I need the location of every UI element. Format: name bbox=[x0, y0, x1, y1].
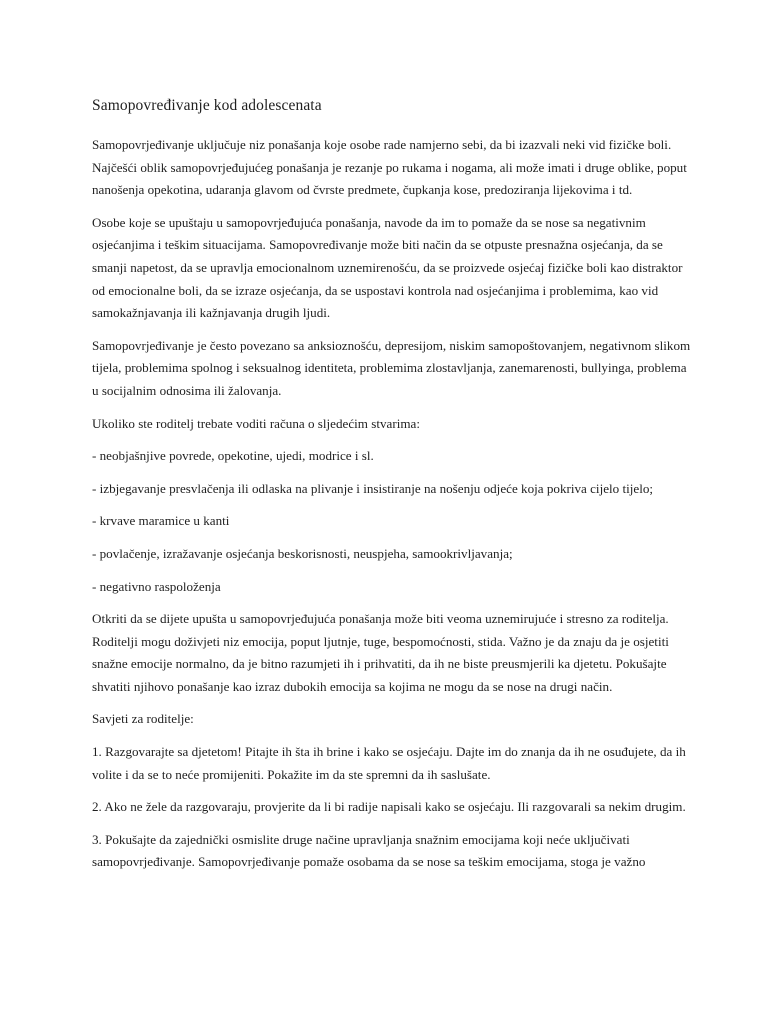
advice-item-1: 1. Razgovarajte sa djetetom! Pitajte ih šta ih brine i kako se osjećaju. Dajte im do znanja da ih ne osuđujete, da ih volite i da se to neće promijeniti. Pokažite im da ste spremni da ih saslušate. bbox=[92, 744, 686, 782]
advice-item-3: 3. Pokušajte da zajednički osmislite druge načine upravljanja snažnim emocijama koji neće uključivati samopovrjeđivanje. Samopovrjeđivanje pomaže osobama da se nose sa teškim emocijama, stoga je važno bbox=[92, 831, 646, 870]
paragraph-discovery: Otkriti da se dijete upušta u samopovrjeđujuća ponašanja može biti veoma uznemirujuće i stresno za roditelja. Roditelji mogu doživjeti niz emocija, poput ljutnje, tuge, bespomoćnosti, stida. Važno je da znaju da je osjetiti snažne emocije normalno, da je bitno razumjeti ih i prihvatiti, da ih ne biste preusmjerili ka djetetu. Pokušajte shvatiti njihovo ponašanje kao izraz dubokih emocija sa kojima ne mogu da se nose na drugi način. bbox=[92, 611, 669, 694]
list-item-injuries: - neobjašnjive povrede, opekotine, ujedi, modrice i sl. bbox=[92, 448, 374, 464]
list-item-avoidance: - izbjegavanje presvlačenja ili odlaska na plivanje i insistiranje na nošenju odjeće koja pokriva cijelo tijelo; bbox=[92, 480, 654, 496]
document-title: Samopovređivanje kod adolescenata bbox=[92, 97, 322, 114]
advice-item-2: 2. Ako ne žele da razgovaraju, provjerite da li bi radije napisali kako se osjećaju. Ili razgovarali sa nekim drugim. bbox=[92, 799, 686, 815]
paragraph-associations: Samopovrjeđivanje je često povezano sa anksioznošću, depresijom, niskim samopoštovanjem, negativnom slikom tijela, problemima spolnog i seksualnog identiteta, problemima zlostavljanja, zanemarenosti, bullyinga, problema u socijalnim odnosima ili žalovanja. bbox=[92, 337, 691, 398]
paragraph-advice-heading: Savjeti za roditelje: bbox=[92, 711, 194, 727]
paragraph-reasons: Osobe koje se upuštaju u samopovrjeđujuća ponašanja, navode da im to pomaže da se nose sa negativnim osjećanjima i teškim situacijama. Samopovređivanje može biti način da se otpuste presnažna osjećanja, da se smanji napetost, da se upravlja emocionalnom uznemirenošću, da se proizvede osjećaj fizičke boli kao distraktor od emocionalne boli, da se izraze osjećanja, da se uspostavi kontrola nad osjećanjima i problemima, kao vid samokažnjavanja ili kažnjavanja drugih ljudi. bbox=[92, 214, 683, 321]
paragraph-parent-notice: Ukoliko ste roditelj trebate voditi računa o sljedećim stvarima: bbox=[92, 415, 420, 431]
list-item-withdrawal: - povlačenje, izražavanje osjećanja beskorisnosti, neuspjeha, samookrivljavanja; bbox=[92, 545, 513, 561]
paragraph-intro: Samopovrjeđivanje uključuje niz ponašanja koje osobe rade namjerno sebi, da bi izazvali neki vid fizičke boli. Najčešći oblik samopovrjeđujućeg ponašanja je rezanje po rukama i nogama, ali može imati i druge oblike, poput nanošenja opekotina, udaranja glavom od čvrste predmete, čupkanja kose, predoziranja lijekovima i td. bbox=[92, 137, 687, 198]
list-item-tissues: - krvave maramice u kanti bbox=[92, 513, 230, 529]
list-item-mood: - negativno raspoloženja bbox=[92, 578, 221, 594]
document-page bbox=[92, 95, 692, 884]
